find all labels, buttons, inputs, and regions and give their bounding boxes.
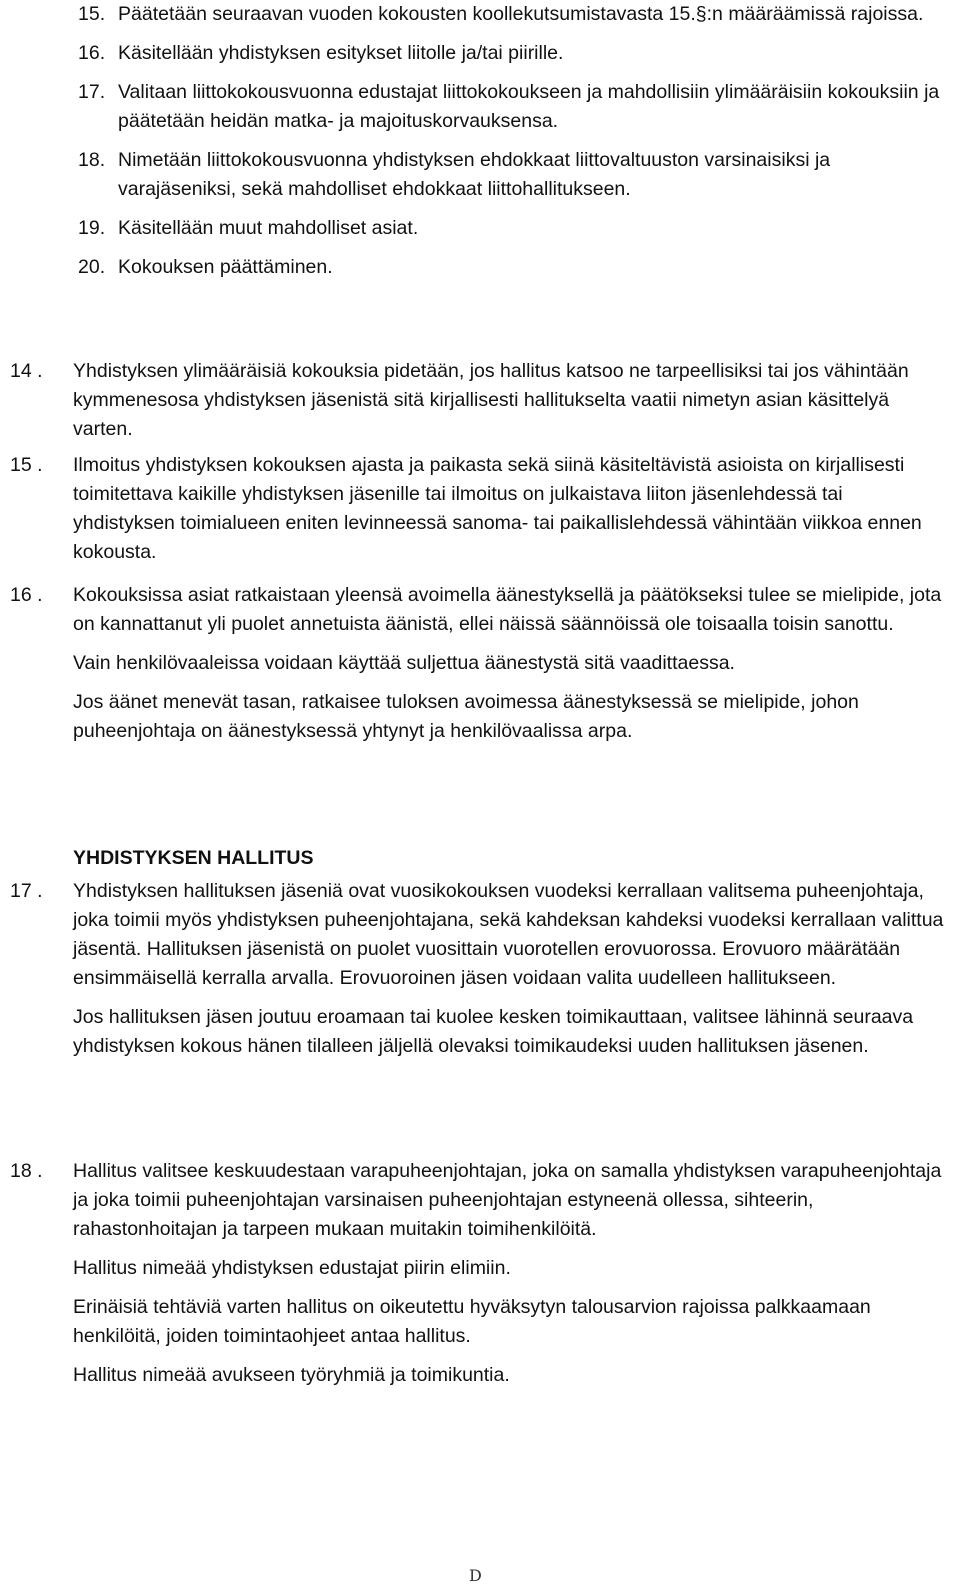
list-item-text: Päätetään seuraavan vuoden kokousten koollekutsumistavasta 15.§:n määräämissä rajoissa. [118, 3, 924, 25]
section-text: Yhdistyksen ylimääräisiä kokouksia pidetään, jos hallitus katsoo ne tarpeellisiksi tai jos vähintään kymmenesosa yhdistyksen jäsenistä sitä kirjallisesti hallitukselta vaatii nimetyn asian käsittelyä varten. [73, 360, 909, 440]
agenda-list [78, 0, 948, 292]
section-paragraph: Jos äänet menevät tasan, ratkaisee tuloksen avoimessa äänestyksessä se mielipide, johon puheenjohtaja on äänestyksessä yhtynyt ja henkilövaalissa arpa. [73, 691, 859, 742]
section-paragraph: Vain henkilövaaleissa voidaan käyttää suljettua äänestystä sitä vaadittaessa. [73, 652, 735, 674]
list-item [78, 146, 948, 204]
page-footer-mark: D [469, 1566, 482, 1585]
section-number: 15 . [10, 454, 43, 476]
list-item-number: 18. [78, 149, 106, 171]
section-number: 14 . [10, 360, 43, 382]
section-body [10, 1157, 945, 1244]
section-text: Ilmoitus yhdistyksen kokouksen ajasta ja paikasta sekä siinä käsiteltävistä asioista on kirjallisesti toimitettava kaikille yhdistyksen jäsenille tai ilmoitus on julkaistava liiton jäsenlehdessä tai yhdistyksen toimialueen eniten levinneessä sanoma- tai paikallislehdessä vähintään viikkoa ennen kokousta. [73, 454, 922, 563]
list-item [78, 214, 948, 243]
list-item [78, 0, 948, 29]
section-18 [10, 1157, 945, 1390]
section-number: 16 . [10, 584, 43, 606]
section-paragraph: Jos hallituksen jäsen joutuu eroamaan tai kuolee kesken toimikauttaan, valitsee lähinnä seuraava yhdistyksen kokous hänen tilalleen jäljellä olevaksi toimikaudeksi uuden hallituksen jäsenen. [73, 1006, 914, 1057]
list-item-text: Käsitellään muut mahdolliset asiat. [118, 217, 419, 239]
list-item-number: 20. [78, 256, 106, 278]
section-body [10, 451, 945, 567]
list-item-text: Valitaan liittokokousvuonna edustajat liittokokoukseen ja mahdollisiin ylimääräisiin kokouksiin ja päätetään heidän matka- ja majoituskorvauksensa. [118, 81, 940, 132]
section-number: 18 . [10, 1160, 43, 1182]
section-14 [10, 357, 945, 444]
list-item-number: 15. [78, 3, 106, 25]
section-body [10, 581, 945, 639]
list-item-number: 19. [78, 217, 106, 239]
section-17 [10, 877, 945, 1061]
section-15 [10, 451, 945, 567]
section-text: Kokouksissa asiat ratkaistaan yleensä avoimella äänestyksellä ja päätökseksi tulee se mielipide, jota on kannattanut yli puolet annetuista äänistä, ellei näissä säännöissä ole toisaalla toisin sanottu. [73, 584, 942, 635]
list-item-text: Nimetään liittokokousvuonna yhdistyksen ehdokkaat liittovaltuuston varsinaisiksi ja varajäseniksi, sekä mahdolliset ehdokkaat liittohallitukseen. [118, 149, 831, 200]
section-paragraph: Hallitus nimeää yhdistyksen edustajat piirin elimiin. [73, 1257, 511, 1279]
section-text: Yhdistyksen hallituksen jäseniä ovat vuosikokouksen vuodeksi kerrallaan valitsema puheenjohtaja, joka toimii myös yhdistyksen puheenjohtajana, sekä kahdeksan kahdeksi vuodeksi kerrallaan valittua jäsentä. Hallituksen jäsenistä on puolet vuosittain vuorotellen erovuorossa. Erovuoro määrätään ensimmäisellä kerralla arvalla. Erovuoroinen jäsen voidaan valita uudelleen hallitukseen. [73, 880, 944, 989]
list-item [78, 78, 948, 136]
list-item-text: Kokouksen päättäminen. [118, 256, 333, 278]
section-number: 17 . [10, 880, 43, 902]
section-16 [10, 581, 945, 746]
section-heading: YHDISTYKSEN HALLITUS [73, 847, 314, 869]
section-text: Hallitus valitsee keskuudestaan varapuheenjohtajan, joka on samalla yhdistyksen varapuheenjohtaja ja joka toimii puheenjohtajan varsinaisen puheenjohtajan estyneenä ollessa, sihteerin, rahastonhoitajan ja tarpeen mukaan muitakin toimihenkilöitä. [73, 1160, 942, 1240]
list-item [78, 39, 948, 68]
section-body [10, 357, 945, 444]
list-item [78, 253, 948, 282]
list-item-number: 17. [78, 81, 106, 103]
section-body [10, 877, 945, 993]
section-paragraph: Erinäisiä tehtäviä varten hallitus on oikeutettu hyväksytyn talousarvion rajoissa palkkaamaan henkilöitä, joiden toimintaohjeet antaa hallitus. [73, 1296, 871, 1347]
section-paragraph: Hallitus nimeää avukseen työryhmiä ja toimikuntia. [73, 1364, 510, 1386]
list-item-number: 16. [78, 42, 106, 64]
list-item-text: Käsitellään yhdistyksen esitykset liitolle ja/tai piirille. [118, 42, 564, 64]
